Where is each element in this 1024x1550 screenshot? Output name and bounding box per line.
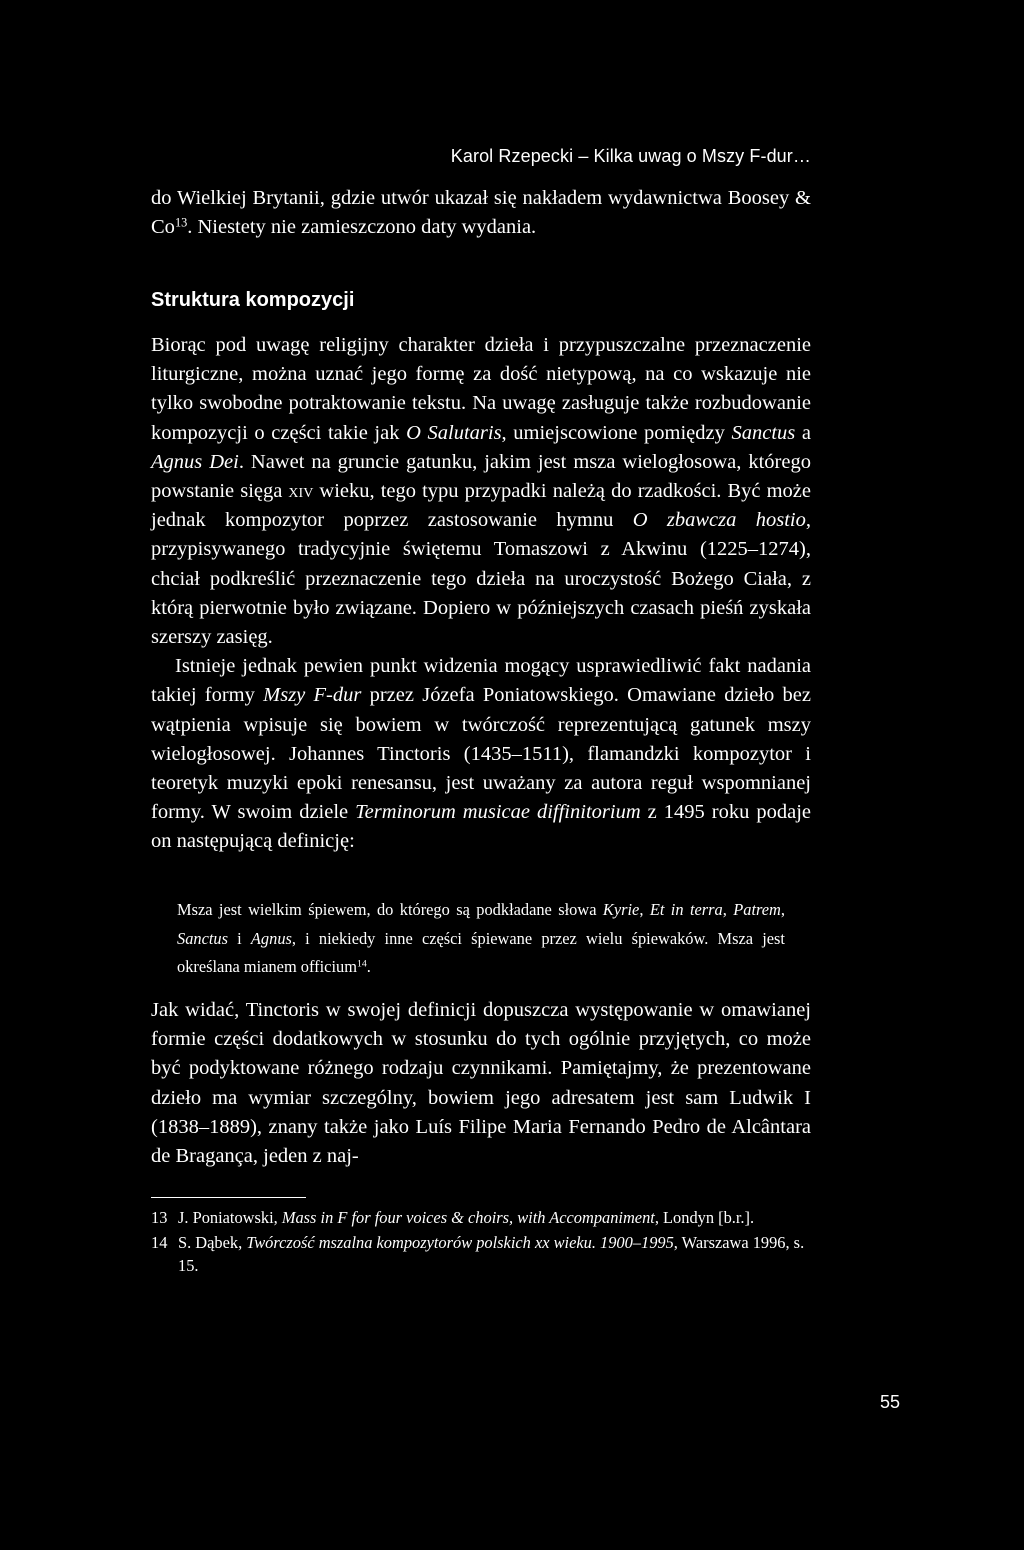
p2-text-3: z 1495 roku podaje on następującą definicję: [151, 801, 811, 853]
footnote-ref-14: 14 [356, 958, 367, 970]
q-text-4: , [780, 900, 786, 919]
footnote-title: Twórczość mszalna kompozytorów polskich xx wieku. 1900–1995 [246, 1232, 674, 1252]
body-text-2 [151, 996, 811, 1171]
p1-text-6: , przypisywanego tradycyjnie świętemu Tomaszowi z Akwinu (1225–1274), chciał podkreślić przeznaczenie tego dzieła na uroczystość Bożego Ciała, z którą pierwotnie było związane. Dopiero w późniejszych czasach pieśń zyskała szerszy zasięg. [151, 509, 811, 649]
p1-italic-3: Agnus Dei [151, 450, 239, 473]
section-heading: Struktura kompozycji [151, 289, 355, 311]
footnote-divider [151, 1197, 306, 1198]
q-text-5: i [228, 928, 251, 948]
paragraph-2 [151, 652, 811, 856]
footnote-13 [151, 1207, 811, 1230]
p2-text-1: Istnieje jednak pewien punkt widzenia mogący usprawiedliwić fakt nadania takiej formy [151, 655, 811, 707]
paragraph-3: Jak widać, Tinctoris w swojej definicji dopuszcza występowanie w omawianej formie części dodatkowych w stosunku do tych ogólnie przyjętych, co może być podyktowane różnego rodzaju czynnikami. Pamiętajmy, że prezentowane dzieło ma wymiar szczególny, bowiem jego adresatem jest sam Ludwik I (1838–1889), znany także jako Luís Filipe Maria Fernando Pedro de Alcântara de Bragança, jeden z naj- [151, 999, 811, 1168]
q-italic-2: Et in terra [649, 900, 723, 919]
footnote-text-end: , Londyn [b.r.]. [654, 1208, 755, 1227]
intro-text [151, 184, 811, 242]
q-text-3: , [722, 900, 734, 919]
footnotes [151, 1207, 811, 1279]
footnote-text: J. Poniatowski, [178, 1208, 282, 1227]
q-italic-4: Sanctus [177, 928, 228, 948]
running-head: Karol Rzepecki – Kilka uwag o Mszy F-dur… [450, 146, 811, 166]
intro-text-end: . Niestety nie zamieszczono daty wydania. [187, 216, 537, 239]
p1-text-1: Biorąc pod uwagę religijny charakter dzieła i przypuszczalne przeznaczenie liturgiczne, można uznać jego formę za dość nietypową, na co wskazuje nie tylko swobodne potraktowanie tekstu. Na uwagę zasługuje także rozbudowanie kompozycji o części takie jak [151, 334, 811, 444]
footnote-text-end: , Warszawa 1996, s. 15. [178, 1232, 805, 1275]
page-number: 55 [879, 1392, 900, 1412]
footnote-number: 13 [151, 1208, 168, 1227]
q-italic-5: Agnus [250, 928, 292, 948]
body-text [151, 331, 811, 857]
p2-italic-1: Mszy F-dur [263, 684, 362, 707]
block-quote [177, 896, 785, 982]
footnote-ref-13: 13 [174, 215, 188, 230]
intro-text-part: do Wielkiej Brytanii, gdzie utwór ukazał się nakładem wydawnictwa Boosey & Co [151, 187, 811, 239]
p2-text-2: przez Józefa Poniatowskiego. Omawiane dzieło bez wątpienia wpisuje się bowiem w twórczość reprezentującą gatunek mszy wielogłosowej. Johannes Tinctoris (1435–1511), flamandzki kompozytor i teoretyk muzyki epoki renesansu, jest uważany za autora reguł wspomnianej formy. W swoim dziele [151, 684, 811, 824]
q-text-1: Msza jest wielkim śpiewem, do którego są podkładane słowa [177, 900, 603, 919]
q-text-2: , [639, 900, 650, 919]
p1-text-5: wieku, tego typu przypadki należą do rzadkości. Być może jednak kompozytor poprzez zastosowanie hymnu [151, 480, 811, 532]
p1-italic-2: Sanctus [731, 421, 796, 444]
p1-text-2: , umiejscowione pomiędzy [501, 421, 732, 444]
footnote-text: S. Dąbek, [178, 1232, 247, 1252]
footnote-title: Mass in F for four voices & choirs, with Accompaniment [281, 1208, 655, 1227]
footnote-number: 14 [151, 1232, 168, 1252]
p1-italic-4: O zbawcza hostio [632, 509, 806, 532]
p1-smallcaps-1: xiv [288, 480, 314, 503]
q-italic-3: Patrem [733, 900, 781, 919]
q-text-6: , i niekiedy inne części śpiewane przez wielu śpiewaków. Msza jest określana mianem officium [177, 928, 785, 976]
p1-italic-1: O Salutaris [406, 421, 502, 444]
footnote-14 [151, 1232, 811, 1278]
p1-text-4: . Nawet na gruncie gatunku, jakim jest msza wielogłosowa, którego powstanie sięga [151, 450, 811, 503]
q-italic-1: Kyrie [602, 900, 640, 919]
intro-paragraph [151, 184, 811, 242]
p1-text-3: a [795, 421, 811, 444]
q-text-7: . [366, 957, 371, 976]
p2-italic-2: Terminorum musicae diffinitorium [355, 801, 641, 824]
paragraph-1 [151, 331, 811, 652]
